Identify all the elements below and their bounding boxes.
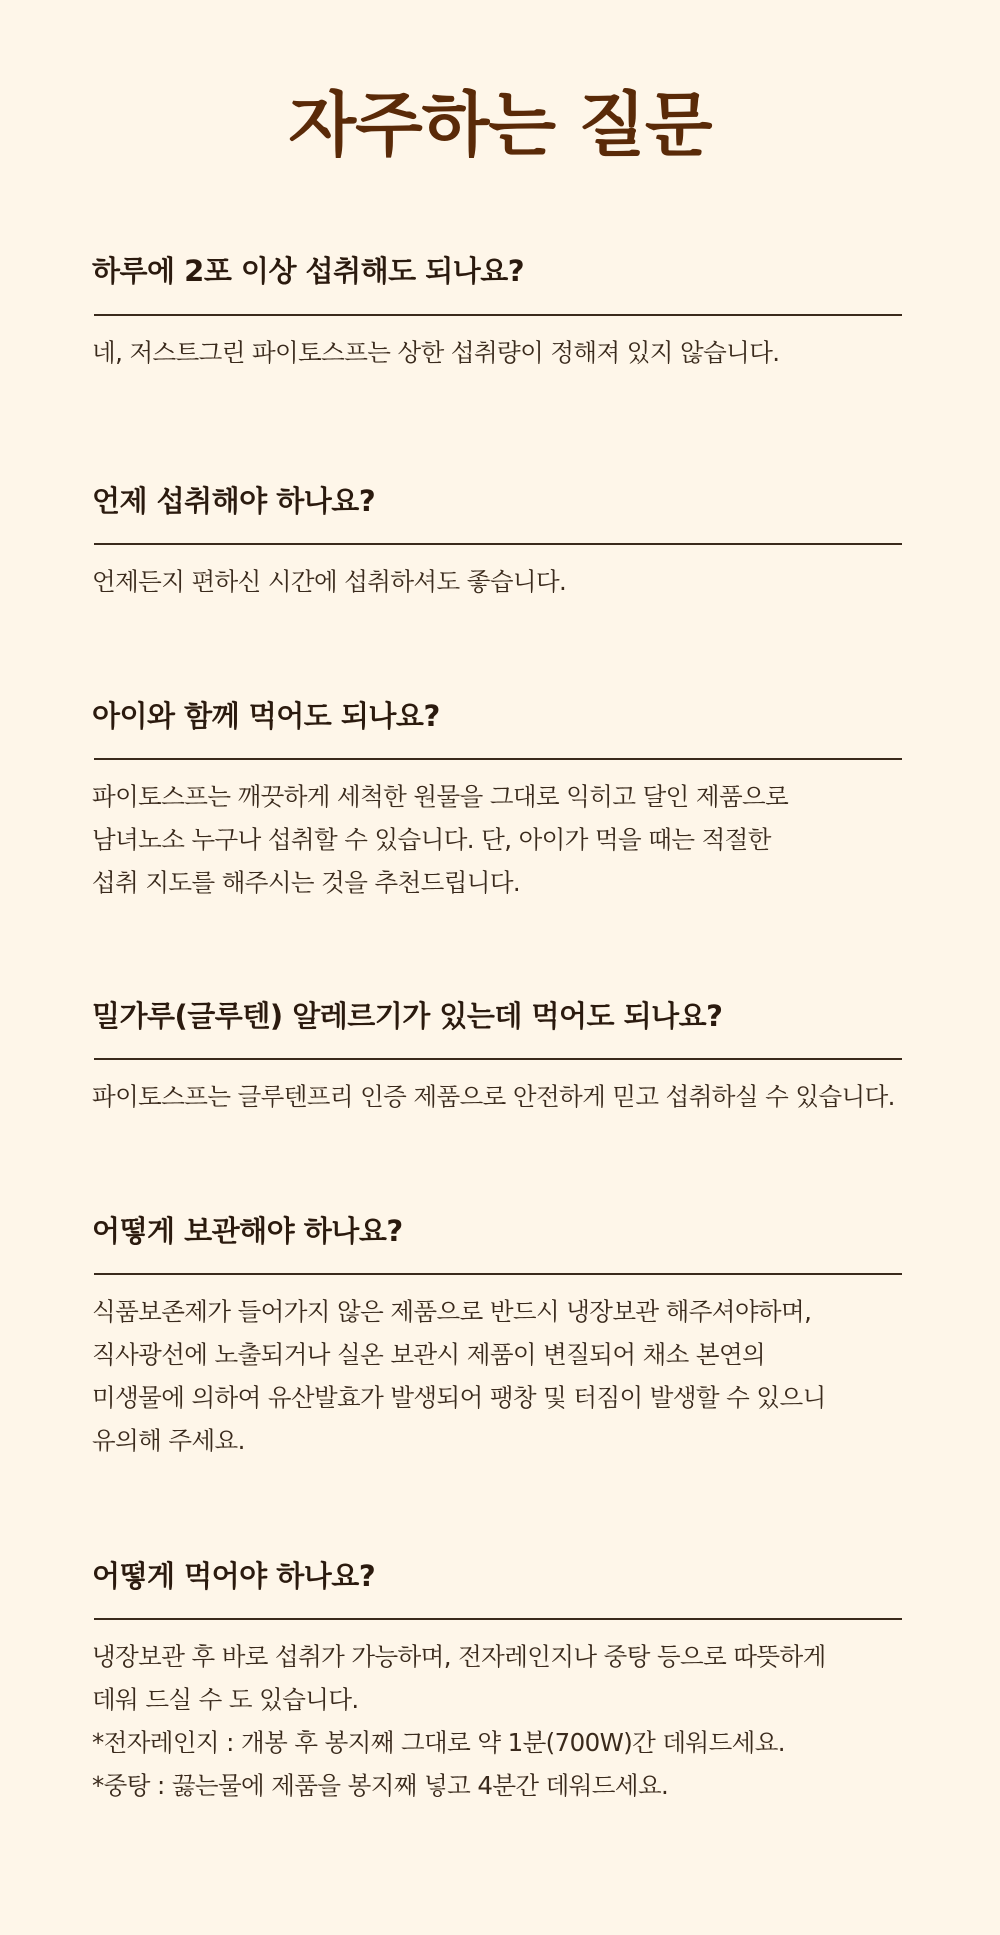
- faq-question: 아이와 함께 먹어도 되나요?: [92, 699, 440, 733]
- faq-item: [92, 696, 952, 904]
- faq-answer-line: *중탕 : 끓는물에 제품을 봉지째 넣고 4분간 데워드세요.: [92, 1771, 669, 1800]
- faq-answer: [92, 775, 952, 904]
- faq-item: [92, 481, 952, 603]
- faq-answer-line: 네, 저스트그린 파이토스프는 상한 섭취량이 정해져 있지 않습니다.: [92, 338, 780, 367]
- faq-question: 하루에 2포 이상 섭취해도 되나요?: [92, 254, 525, 288]
- faq-answer-line: 냉장보관 후 바로 섭취가 가능하며, 전자레인지나 중탕 등으로 따뜻하게: [92, 1642, 826, 1671]
- faq-divider: [94, 314, 902, 316]
- faq-answer-line: *전자레인지 : 개봉 후 봉지째 그대로 약 1분(700W)간 데워드세요.: [92, 1728, 785, 1757]
- faq-divider: [94, 543, 902, 545]
- faq-answer-line: 유의해 주세요.: [92, 1426, 245, 1455]
- faq-answer-line: 파이토스프는 글루텐프리 인증 제품으로 안전하게 믿고 섭취하실 수 있습니다.: [92, 1082, 895, 1111]
- faq-question: 언제 섭취해야 하나요?: [92, 484, 376, 518]
- faq-answer-line: 데워 드실 수 도 있습니다.: [92, 1685, 359, 1714]
- faq-answer-line: 남녀노소 누구나 섭취할 수 있습니다. 단, 아이가 먹을 때는 적절한: [92, 825, 771, 854]
- faq-question: 밀가루(글루텐) 알레르기가 있는데 먹어도 되나요?: [92, 999, 723, 1033]
- faq-item: [92, 1556, 952, 1807]
- faq-item: [92, 1211, 952, 1462]
- faq-divider: [94, 758, 902, 760]
- faq-answer-line: 언제든지 편하신 시간에 섭취하셔도 좋습니다.: [92, 567, 567, 596]
- faq-answer-line: 식품보존제가 들어가지 않은 제품으로 반드시 냉장보관 해주셔야하며,: [92, 1297, 812, 1326]
- faq-answer: [92, 560, 952, 603]
- faq-answer: [92, 1290, 952, 1462]
- faq-question: 어떻게 보관해야 하나요?: [92, 1214, 403, 1248]
- faq-answer: [92, 1635, 952, 1807]
- faq-answer-line: 파이토스프는 깨끗하게 세척한 원물을 그대로 익히고 달인 제품으로: [92, 782, 789, 811]
- faq-divider: [94, 1058, 902, 1060]
- faq-answer-line: 섭취 지도를 해주시는 것을 추천드립니다.: [92, 868, 521, 897]
- faq-item: [92, 251, 952, 374]
- faq-item: [92, 996, 952, 1118]
- faq-answer-line: 미생물에 의하여 유산발효가 발생되어 팽창 및 터짐이 발생할 수 있으니: [92, 1383, 826, 1412]
- faq-question: 어떻게 먹어야 하나요?: [92, 1559, 376, 1593]
- faq-divider: [94, 1618, 902, 1620]
- faq-answer: [92, 331, 952, 374]
- page-title: 자주하는 질문: [288, 84, 712, 166]
- faq-answer: [92, 1075, 952, 1118]
- faq-answer-line: 직사광선에 노출되거나 실온 보관시 제품이 변질되어 채소 본연의: [92, 1340, 766, 1369]
- faq-divider: [94, 1273, 902, 1275]
